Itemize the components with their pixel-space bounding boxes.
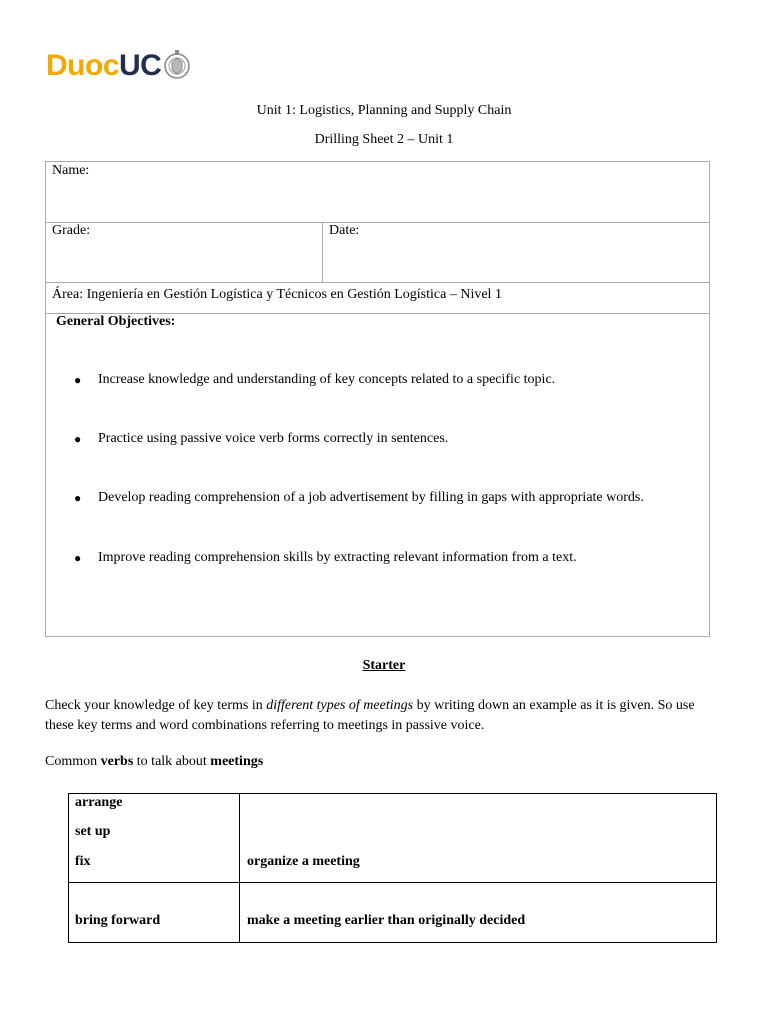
worksheet-subtitle: Drilling Sheet 2 – Unit 1: [314, 132, 454, 147]
starter-heading: Starter: [362, 658, 406, 673]
bullet-icon: ●: [74, 491, 82, 505]
objective-text: Practice using passive voice verb forms correctly in sentences.: [98, 431, 449, 446]
bullet-icon: ●: [74, 432, 82, 446]
instructions-text-continued: by writing down an example as it is given. So use these key terms and word combinations referring to meetings in passive voice.: [45, 698, 695, 733]
common-meetings-word: meetings: [210, 754, 264, 769]
verb-meaning: organize a meeting: [247, 854, 360, 869]
name-label: Name:: [52, 163, 90, 178]
bullet-icon: ●: [74, 373, 82, 387]
student-info-table: [45, 161, 710, 637]
area-row: [46, 282, 709, 314]
list-item: [74, 490, 644, 507]
university-seal-icon: [163, 48, 191, 84]
verb-meaning: make a meeting earlier than originally decided: [247, 913, 526, 928]
common-mid: to talk about: [133, 754, 211, 769]
objectives-row: [46, 313, 709, 636]
objective-text: Increase knowledge and understanding of key concepts related to a specific topic.: [98, 372, 556, 387]
common-verbs-word: verbs: [100, 754, 134, 769]
list-item: [74, 372, 555, 389]
common-prefix: Common: [45, 754, 101, 769]
grade-date-row: [46, 222, 709, 283]
verb-term: set up: [75, 824, 111, 839]
starter-instructions: [45, 696, 725, 736]
name-row: [46, 162, 709, 223]
objective-text: Develop reading comprehension of a job advertisement by filling in gaps with appropriate words.: [98, 490, 644, 505]
common-verbs-line: [45, 754, 263, 770]
list-item: [74, 431, 448, 448]
grade-label: Grade:: [52, 223, 91, 238]
column-divider: [239, 794, 240, 942]
verb-term: arrange: [75, 795, 123, 810]
objectives-heading: General Objectives:: [56, 314, 176, 329]
objective-text: Improve reading comprehension skills by extracting relevant information from a text.: [98, 550, 577, 565]
instructions-emphasis: different types of meetings: [266, 698, 414, 713]
list-item: [74, 550, 577, 567]
duocuc-logo: [46, 46, 191, 86]
logo-text-uc: UC: [119, 49, 162, 82]
bullet-icon: ●: [74, 551, 82, 565]
verb-term: bring forward: [75, 913, 161, 928]
worksheet-title: Unit 1: Logistics, Planning and Supply Chain: [256, 103, 512, 118]
cell-divider: [322, 222, 323, 282]
date-label: Date:: [329, 223, 360, 238]
logo-text-duoc: Duoc: [46, 49, 119, 82]
row-divider: [69, 882, 716, 883]
verb-term: fix: [75, 854, 91, 869]
area-text: Área: Ingeniería en Gestión Logística y Técnicos en Gestión Logística – Nivel 1: [52, 287, 502, 302]
instructions-text: Check your knowledge of key terms in: [45, 698, 267, 713]
meeting-verbs-table: [68, 793, 717, 943]
